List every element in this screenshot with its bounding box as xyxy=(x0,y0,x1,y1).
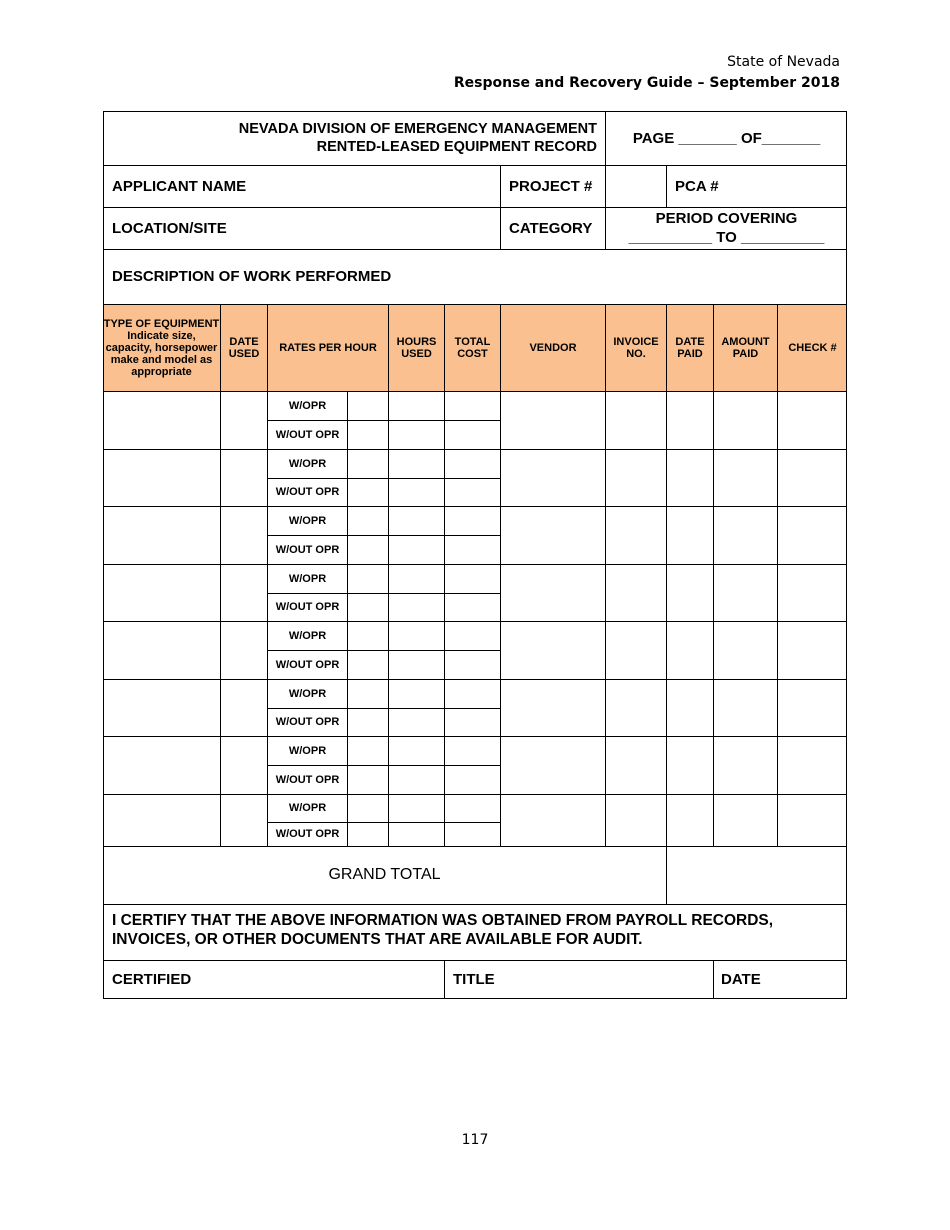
vendor-cell[interactable] xyxy=(501,392,605,449)
equipment-type-cell[interactable] xyxy=(104,737,220,794)
rate-without-operator-label: W/OUT OPR xyxy=(275,486,340,498)
rate-without-operator-label: W/OUT OPR xyxy=(275,601,340,613)
doc-guide-title: Response and Recovery Guide – September 2018 xyxy=(453,75,840,91)
rate-with-operator-label: W/OPR xyxy=(288,399,327,412)
equipment-type-cell[interactable] xyxy=(104,450,220,506)
form-title-line1: NEVADA DIVISION OF EMERGENCY MANAGEMENT xyxy=(238,121,597,137)
pca-number-field[interactable]: PCA # xyxy=(675,177,719,195)
rate-without-operator-label: W/OUT OPR xyxy=(275,773,340,786)
location-site-field[interactable]: LOCATION/SITE xyxy=(112,219,227,237)
certified-signature-field[interactable]: CERTIFIED xyxy=(112,971,192,988)
date-used-cell[interactable] xyxy=(221,507,267,564)
form-title-line2: RENTED-LEASED EQUIPMENT RECORD xyxy=(316,139,597,155)
date-used-cell[interactable] xyxy=(221,737,267,794)
equipment-type-cell[interactable] xyxy=(104,795,220,846)
rate-with-operator-label: W/OPR xyxy=(288,572,327,585)
page-number: 117 xyxy=(461,1132,489,1148)
date-used-cell[interactable] xyxy=(221,622,267,679)
rate-with-operator-label: W/OPR xyxy=(288,457,327,470)
col-check-number: CHECK # xyxy=(788,341,837,354)
date-used-cell[interactable] xyxy=(221,392,267,449)
rate-with-operator-label: W/OPR xyxy=(288,744,327,757)
date-used-cell[interactable] xyxy=(221,680,267,736)
vendor-cell[interactable] xyxy=(501,795,605,846)
certify-statement-line2: INVOICES, OR OTHER DOCUMENTS THAT ARE AVAILABLE FOR AUDIT. xyxy=(112,930,643,948)
vendor-cell[interactable] xyxy=(501,450,605,506)
date-used-cell[interactable] xyxy=(221,795,267,846)
equipment-type-cell[interactable] xyxy=(104,622,220,679)
col-date-paid: DATE PAID xyxy=(675,335,705,360)
rate-without-operator-label: W/OUT OPR xyxy=(275,658,340,671)
col-date-used: DATE USED xyxy=(228,335,260,360)
rate-with-operator-label: W/OPR xyxy=(288,687,327,700)
rate-with-operator-label: W/OPR xyxy=(288,802,327,814)
rate-without-operator-label: W/OUT OPR xyxy=(275,543,340,556)
vendor-cell[interactable] xyxy=(501,737,605,794)
vendor-cell[interactable] xyxy=(501,680,605,736)
title-field[interactable]: TITLE xyxy=(453,971,495,988)
col-amount-paid: AMOUNT PAID xyxy=(721,335,770,360)
col-vendor: VENDOR xyxy=(529,341,577,354)
col-hours-used: HOURS USED xyxy=(396,335,437,360)
vendor-cell[interactable] xyxy=(501,507,605,564)
equipment-type-cell[interactable] xyxy=(104,392,220,449)
col-rates-per-hour: RATES PER HOUR xyxy=(279,341,377,354)
equipment-type-cell[interactable] xyxy=(104,507,220,564)
period-covering-label: PERIOD COVERING xyxy=(655,210,798,227)
rate-without-operator-label: W/OUT OPR xyxy=(275,428,340,441)
equipment-type-cell[interactable] xyxy=(104,680,220,736)
date-field[interactable]: DATE xyxy=(721,971,761,988)
applicant-name-field[interactable]: APPLICANT NAME xyxy=(112,177,247,195)
col-type-of-equipment: TYPE OF EQUIPMENT Indicate size, capacity, horsepower make and model as appropriate xyxy=(103,317,220,378)
rate-with-operator-label: W/OPR xyxy=(288,514,327,527)
grand-total-label: GRAND TOTAL xyxy=(328,866,441,883)
rate-with-operator-label: W/OPR xyxy=(288,629,327,642)
grand-total-value-field[interactable] xyxy=(667,847,847,904)
page-of-field[interactable]: PAGE _______ OF_______ xyxy=(632,129,821,147)
vendor-cell[interactable] xyxy=(501,622,605,679)
equipment-type-cell[interactable] xyxy=(104,565,220,621)
doc-state-name: State of Nevada xyxy=(727,54,840,70)
category-field[interactable]: CATEGORY xyxy=(509,219,593,237)
rate-without-operator-label: W/OUT OPR xyxy=(275,716,340,728)
date-used-cell[interactable] xyxy=(221,450,267,506)
project-number-field[interactable]: PROJECT # xyxy=(509,177,593,195)
col-total-cost: TOTAL COST xyxy=(454,335,491,360)
description-of-work-field[interactable]: DESCRIPTION OF WORK PERFORMED xyxy=(112,268,392,285)
certify-statement-line1: I CERTIFY THAT THE ABOVE INFORMATION WAS OBTAINED FROM PAYROLL RECORDS, xyxy=(112,911,774,929)
col-invoice-no: INVOICE NO. xyxy=(613,335,659,360)
period-covering-range[interactable]: __________ TO __________ xyxy=(628,229,825,246)
rate-without-operator-label: W/OUT OPR xyxy=(275,828,340,840)
vendor-cell[interactable] xyxy=(501,565,605,621)
date-used-cell[interactable] xyxy=(221,565,267,621)
